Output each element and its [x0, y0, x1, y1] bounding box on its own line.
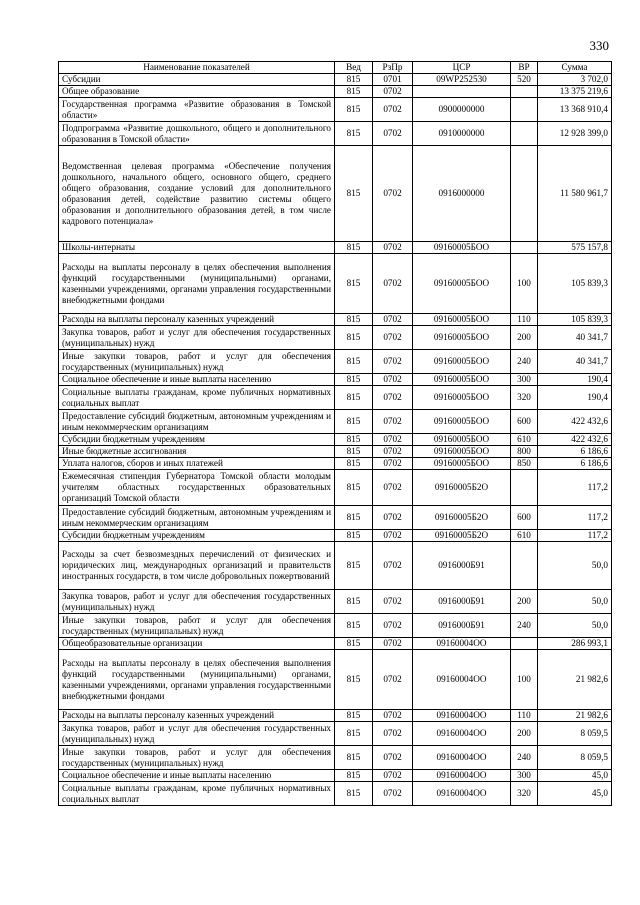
cell-rzpr: 0702	[373, 410, 413, 434]
cell-name: Иные бюджетные ассигнования	[59, 446, 335, 458]
cell-ved: 815	[335, 314, 373, 326]
cell-rzpr: 0702	[373, 722, 413, 746]
cell-csr	[413, 86, 511, 98]
cell-csr: 09160004ОО	[413, 770, 511, 782]
cell-vr: 300	[511, 770, 538, 782]
cell-ved: 815	[335, 74, 373, 86]
cell-name: Расходы за счет безвозмездных перечислений от физических и юридических лиц, международных организаций и правительств иностранных государств, в том числе добровольных пожертвований	[59, 542, 335, 590]
table-row	[59, 506, 612, 530]
cell-ved: 815	[335, 638, 373, 650]
cell-csr: 09160004ОО	[413, 782, 511, 806]
cell-rzpr: 0702	[373, 458, 413, 470]
cell-rzpr: 0702	[373, 542, 413, 590]
cell-ved: 815	[335, 710, 373, 722]
cell-csr: 09WP252530	[413, 74, 511, 86]
cell-ved: 815	[335, 122, 373, 146]
table-row	[59, 146, 612, 242]
cell-vr: 240	[511, 746, 538, 770]
cell-vr: 100	[511, 650, 538, 710]
cell-ved: 815	[335, 386, 373, 410]
table-row	[59, 722, 612, 746]
cell-name: Иные закупки товаров, работ и услуг для обеспечения государственных (муниципальных) нужд	[59, 614, 335, 638]
table-row	[59, 590, 612, 614]
cell-vr	[511, 122, 538, 146]
cell-sum: 6 186,6	[538, 458, 612, 470]
cell-ved: 815	[335, 782, 373, 806]
cell-vr: 300	[511, 374, 538, 386]
table-header-row	[59, 62, 612, 74]
cell-sum: 12 928 399,0	[538, 122, 612, 146]
cell-vr: 600	[511, 410, 538, 434]
cell-name: Закупка товаров, работ и услуг для обеспечения государственных (муниципальных) нужд	[59, 722, 335, 746]
cell-csr: 0916000Б91	[413, 542, 511, 590]
cell-sum: 190,4	[538, 386, 612, 410]
cell-rzpr: 0702	[373, 614, 413, 638]
cell-name: Субсидии	[59, 74, 335, 86]
cell-name: Социальные выплаты гражданам, кроме публичных нормативных социальных выплат	[59, 386, 335, 410]
cell-csr: 09160005БОО	[413, 458, 511, 470]
table-row	[59, 614, 612, 638]
cell-csr: 09160005БОО	[413, 254, 511, 314]
cell-rzpr: 0702	[373, 650, 413, 710]
cell-vr: 520	[511, 74, 538, 86]
cell-ved: 815	[335, 614, 373, 638]
cell-sum: 8 059,5	[538, 746, 612, 770]
cell-sum: 21 982,6	[538, 710, 612, 722]
cell-sum: 105 839,3	[538, 254, 612, 314]
cell-name: Предоставление субсидий бюджетным, автономным учреждениям и иным некоммерческим организациям	[59, 410, 335, 434]
cell-csr: 09160004ОО	[413, 746, 511, 770]
col-header-vr: ВР	[511, 62, 538, 74]
cell-rzpr: 0702	[373, 146, 413, 242]
cell-rzpr: 0702	[373, 98, 413, 122]
table-row	[59, 782, 612, 806]
table-row	[59, 638, 612, 650]
cell-name: Расходы на выплаты персоналу казенных учреждений	[59, 710, 335, 722]
cell-vr: 240	[511, 350, 538, 374]
cell-vr: 610	[511, 434, 538, 446]
cell-csr: 09160005Б2О	[413, 530, 511, 542]
cell-vr	[511, 638, 538, 650]
cell-rzpr: 0701	[373, 74, 413, 86]
cell-vr: 110	[511, 314, 538, 326]
cell-ved: 815	[335, 374, 373, 386]
cell-rzpr: 0702	[373, 314, 413, 326]
cell-sum: 13 375 219,6	[538, 86, 612, 98]
cell-name: Предоставление субсидий бюджетным, автономным учреждениям и иным некоммерческим организациям	[59, 506, 335, 530]
cell-ved: 815	[335, 506, 373, 530]
table-row	[59, 446, 612, 458]
table-row	[59, 710, 612, 722]
cell-name: Уплата налогов, сборов и иных платежей	[59, 458, 335, 470]
cell-name: Расходы на выплаты персоналу казенных учреждений	[59, 314, 335, 326]
cell-rzpr: 0702	[373, 710, 413, 722]
cell-sum: 422 432,6	[538, 434, 612, 446]
cell-vr	[511, 86, 538, 98]
cell-sum: 40 341,7	[538, 350, 612, 374]
cell-ved: 815	[335, 542, 373, 590]
table-row	[59, 770, 612, 782]
col-header-name: Наименование показателей	[59, 62, 335, 74]
cell-csr: 09160005БОО	[413, 374, 511, 386]
cell-vr: 240	[511, 614, 538, 638]
cell-sum: 45,0	[538, 770, 612, 782]
cell-rzpr: 0702	[373, 782, 413, 806]
cell-name: Социальное обеспечение и иные выплаты населению	[59, 770, 335, 782]
cell-vr: 200	[511, 590, 538, 614]
cell-name: Ведомственная целевая программа «Обеспечение получения дошкольного, начального общего, основного общего, среднего общего образования, создание условий для дополнительного образования детей, содействие развитию системы общего образования и дополнительного образования детей, в том числе кадрового потенциала»	[59, 146, 335, 242]
cell-sum: 286 993,1	[538, 638, 612, 650]
cell-name: Социальное обеспечение и иные выплаты населению	[59, 374, 335, 386]
cell-csr: 09160004ОО	[413, 638, 511, 650]
cell-sum: 6 186,6	[538, 446, 612, 458]
cell-vr: 200	[511, 326, 538, 350]
cell-csr: 09160005Б2О	[413, 470, 511, 506]
cell-csr: 0900000000	[413, 98, 511, 122]
cell-vr: 100	[511, 254, 538, 314]
cell-sum: 45,0	[538, 782, 612, 806]
cell-vr: 610	[511, 530, 538, 542]
cell-csr: 09160005БОО	[413, 434, 511, 446]
cell-ved: 815	[335, 722, 373, 746]
cell-csr: 09160004ОО	[413, 710, 511, 722]
cell-ved: 815	[335, 254, 373, 314]
cell-vr	[511, 242, 538, 254]
cell-ved: 815	[335, 650, 373, 710]
table-row	[59, 98, 612, 122]
cell-ved: 815	[335, 146, 373, 242]
cell-name: Закупка товаров, работ и услуг для обеспечения государственных (муниципальных) нужд	[59, 326, 335, 350]
table-row	[59, 410, 612, 434]
page-number: 330	[589, 38, 609, 53]
cell-ved: 815	[335, 446, 373, 458]
table-row	[59, 530, 612, 542]
cell-ved: 815	[335, 242, 373, 254]
table-row	[59, 434, 612, 446]
cell-rzpr: 0702	[373, 350, 413, 374]
cell-sum: 3 702,0	[538, 74, 612, 86]
cell-csr: 09160005БОО	[413, 350, 511, 374]
cell-rzpr: 0702	[373, 746, 413, 770]
cell-sum: 50,0	[538, 542, 612, 590]
cell-name: Школы-интернаты	[59, 242, 335, 254]
table-row	[59, 746, 612, 770]
cell-ved: 815	[335, 326, 373, 350]
cell-vr: 320	[511, 782, 538, 806]
cell-rzpr: 0702	[373, 326, 413, 350]
cell-ved: 815	[335, 458, 373, 470]
cell-rzpr: 0702	[373, 530, 413, 542]
cell-csr: 0916000000	[413, 146, 511, 242]
cell-rzpr: 0702	[373, 122, 413, 146]
cell-rzpr: 0702	[373, 386, 413, 410]
cell-name: Подпрограмма «Развитие дошкольного, общего и дополнительного образования в Томской области»	[59, 122, 335, 146]
cell-ved: 815	[335, 98, 373, 122]
cell-ved: 815	[335, 770, 373, 782]
cell-vr	[511, 470, 538, 506]
cell-vr: 110	[511, 710, 538, 722]
cell-csr: 09160005Б2О	[413, 506, 511, 530]
cell-name: Закупка товаров, работ и услуг для обеспечения государственных (муниципальных) нужд	[59, 590, 335, 614]
cell-rzpr: 0702	[373, 590, 413, 614]
table-row	[59, 470, 612, 506]
cell-name: Иные закупки товаров, работ и услуг для обеспечения государственных (муниципальных) нужд	[59, 350, 335, 374]
cell-vr	[511, 98, 538, 122]
cell-name: Социальные выплаты гражданам, кроме публичных нормативных социальных выплат	[59, 782, 335, 806]
cell-ved: 815	[335, 590, 373, 614]
table-row	[59, 650, 612, 710]
table-row	[59, 242, 612, 254]
cell-ved: 815	[335, 530, 373, 542]
table-row	[59, 314, 612, 326]
table-row	[59, 254, 612, 314]
cell-csr: 09160004ОО	[413, 650, 511, 710]
cell-sum: 50,0	[538, 590, 612, 614]
cell-vr: 200	[511, 722, 538, 746]
cell-name: Расходы на выплаты персоналу в целях обеспечения выполнения функций государственными (муниципальными) органами, казенными учреждениями, органами управления государственными внебюджетными фондами	[59, 650, 335, 710]
cell-sum: 190,4	[538, 374, 612, 386]
cell-sum: 575 157,8	[538, 242, 612, 254]
cell-rzpr: 0702	[373, 470, 413, 506]
cell-rzpr: 0702	[373, 242, 413, 254]
cell-csr: 0916000Б91	[413, 614, 511, 638]
cell-ved: 815	[335, 434, 373, 446]
cell-ved: 815	[335, 410, 373, 434]
cell-csr: 09160005БОО	[413, 410, 511, 434]
cell-name: Субсидии бюджетным учреждениям	[59, 434, 335, 446]
cell-csr: 09160005БОО	[413, 446, 511, 458]
cell-ved: 815	[335, 350, 373, 374]
cell-ved: 815	[335, 86, 373, 98]
cell-ved: 815	[335, 470, 373, 506]
cell-rzpr: 0702	[373, 446, 413, 458]
cell-rzpr: 0702	[373, 770, 413, 782]
cell-sum: 117,2	[538, 506, 612, 530]
table-row	[59, 386, 612, 410]
table-row	[59, 374, 612, 386]
cell-rzpr: 0702	[373, 374, 413, 386]
cell-csr: 0910000000	[413, 122, 511, 146]
cell-sum: 105 839,3	[538, 314, 612, 326]
cell-csr: 09160004ОО	[413, 722, 511, 746]
cell-csr: 0916000Б91	[413, 590, 511, 614]
table-row	[59, 326, 612, 350]
table-row	[59, 350, 612, 374]
cell-sum: 13 368 910,4	[538, 98, 612, 122]
cell-rzpr: 0702	[373, 506, 413, 530]
cell-vr	[511, 146, 538, 242]
cell-sum: 40 341,7	[538, 326, 612, 350]
cell-name: Ежемесячная стипендия Губернатора Томской области молодым учителям областных государственных образовательных организаций Томской области	[59, 470, 335, 506]
col-header-csr: ЦСР	[413, 62, 511, 74]
cell-rzpr: 0702	[373, 254, 413, 314]
cell-sum: 50,0	[538, 614, 612, 638]
cell-csr: 09160005БОО	[413, 386, 511, 410]
cell-name: Иные закупки товаров, работ и услуг для обеспечения государственных (муниципальных) нужд	[59, 746, 335, 770]
cell-name: Государственная программа «Развитие образования в Томской области»	[59, 98, 335, 122]
cell-sum: 8 059,5	[538, 722, 612, 746]
cell-name: Расходы на выплаты персоналу в целях обеспечения выполнения функций государственными (муниципальными) органами, казенными учреждениями, органами управления государственными внебюджетными фондами	[59, 254, 335, 314]
cell-vr: 320	[511, 386, 538, 410]
col-header-ved: Вед	[335, 62, 373, 74]
table-row	[59, 74, 612, 86]
cell-csr: 09160005БОО	[413, 326, 511, 350]
cell-csr: 09160005БОО	[413, 314, 511, 326]
col-header-rzpr: РзПр	[373, 62, 413, 74]
cell-name: Общее образование	[59, 86, 335, 98]
cell-rzpr: 0702	[373, 638, 413, 650]
cell-sum: 117,2	[538, 470, 612, 506]
cell-vr: 600	[511, 506, 538, 530]
cell-vr: 800	[511, 446, 538, 458]
table-row	[59, 458, 612, 470]
budget-table	[58, 61, 612, 806]
cell-vr: 850	[511, 458, 538, 470]
cell-sum: 117,2	[538, 530, 612, 542]
cell-vr	[511, 542, 538, 590]
cell-rzpr: 0702	[373, 434, 413, 446]
cell-ved: 815	[335, 746, 373, 770]
cell-name: Субсидии бюджетным учреждениям	[59, 530, 335, 542]
cell-name: Общеобразовательные организации	[59, 638, 335, 650]
cell-sum: 21 982,6	[538, 650, 612, 710]
cell-rzpr: 0702	[373, 86, 413, 98]
cell-sum: 11 580 961,7	[538, 146, 612, 242]
cell-csr: 09160005БОО	[413, 242, 511, 254]
col-header-sum: Сумма	[538, 62, 612, 74]
cell-sum: 422 432,6	[538, 410, 612, 434]
table-row	[59, 542, 612, 590]
table-row	[59, 122, 612, 146]
table-row	[59, 86, 612, 98]
